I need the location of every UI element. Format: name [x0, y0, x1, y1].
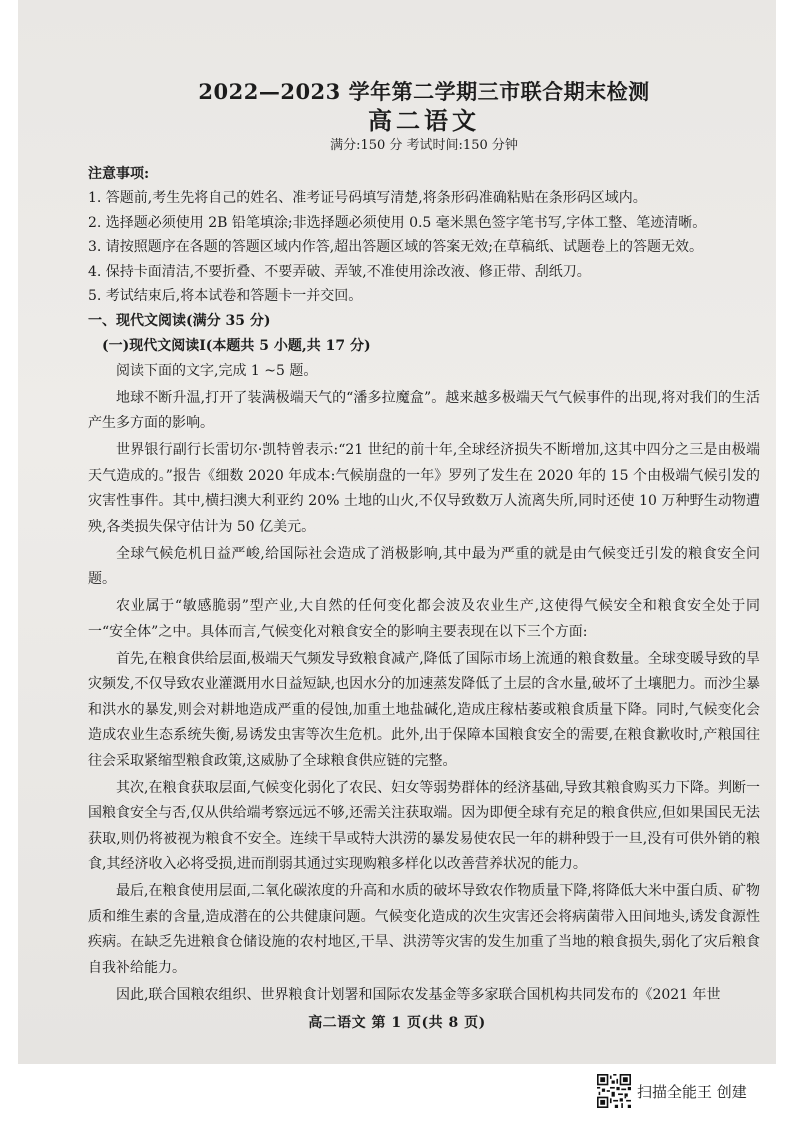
exam-title: 2022—2023 学年第二学期三市联合期末检测	[198, 79, 650, 104]
section-heading: 一、现代文阅读(满分 35 分)	[88, 312, 271, 329]
passage-paragraph: 因此,联合国粮农组织、世界粮食计划署和国际农发基金等多家联合国机构共同发布的《2021 年世	[116, 986, 721, 1003]
page-footer: 高二语文 第 1 页(共 8 页)	[308, 1015, 486, 1031]
passage-paragraph: 全球气候危机日益严峻,给国际社会造成了消极影响,其中最为严重的就是由气候变迁引发的粮食安全问题。	[88, 545, 760, 587]
watermark-text: 扫描全能王 创建	[637, 1082, 747, 1101]
subject-title: 高二语文	[368, 106, 480, 135]
notice-item: 4. 保持卡面清洁,不要折叠、不要弄破、弄皱,不准使用涂改液、修正带、刮纸刀。	[88, 263, 591, 280]
notice-heading: 注意事项:	[88, 166, 150, 182]
notice-item: 3. 请按照题序在各题的答题区域内作答,超出答题区域的答案无效;在草稿纸、试题卷上的答题无效。	[88, 239, 703, 255]
exam-page	[18, 0, 776, 1064]
qr-code-icon	[597, 1074, 631, 1108]
passage-paragraph: 农业属于“敏感脆弱”型产业,大自然的任何变化都会波及农业生产,这使得气候安全和粮食安全处于同一“安全体”之中。具体而言,气候变化对粮食安全的影响主要表现在以下三个方面:	[88, 598, 760, 640]
subsection-heading: (一)现代文阅读Ⅰ(本题共 5 小题,共 17 分)	[102, 337, 371, 354]
notice-item: 5. 考试结束后,将本试卷和答题卡一并交回。	[88, 288, 363, 304]
passage-paragraph: 世界银行副行长雷切尔·凯特曾表示:“21 世纪的前十年,全球经济损失不断增加,这其中四分之三是由极端天气造成的。”报告《细数 2020 年成本:气候崩盘的一年》罗列了发生在 2020 年的 15 个由极端气候引发的灾害性事件。其中,横扫澳大利亚约 20% 土地的山火,不仅导致数万人流离失所,同时还使 10 万种野生动物遭殃,各类损失保守估计为 50 亿美元。	[88, 442, 760, 535]
reading-instruction: 阅读下面的文字,完成 1 ~5 题。	[116, 362, 318, 379]
notice-item: 1. 答题前,考生先将自己的姓名、准考证号码填写清楚,将条形码准确粘贴在条形码区域内。	[88, 190, 647, 206]
notice-item: 2. 选择题必须使用 2B 铅笔填涂;非选择题必须使用 0.5 毫米黑色签字笔书写,字体工整、笔迹清晰。	[88, 214, 707, 231]
passage-paragraph: 地球不断升温,打开了装满极端天气的“潘多拉魔盒”。越来越多极端天气气候事件的出现,将对我们的生活产生多方面的影响。	[88, 389, 760, 431]
score-time: 满分:150 分 考试时间:150 分钟	[330, 138, 518, 153]
passage-paragraph: 最后,在粮食使用层面,二氧化碳浓度的升高和水质的破坏导致农作物质量下降,将降低大米中蛋白质、矿物质和维生素的含量,造成潜在的公共健康问题。气候变化造成的次生灾害还会将病菌带入田间地头,诱发食源性疾病。在缺乏先进粮食仓储设施的农村地区,干旱、洪涝等灾害的发生加重了当地的粮食损失,弱化了灾后粮食自我补给能力。	[88, 883, 760, 976]
passage-paragraph: 其次,在粮食获取层面,气候变化弱化了农民、妇女等弱势群体的经济基础,导致其粮食购买力下降。判断一国粮食安全与否,仅从供给端考察远远不够,还需关注获取端。因为即便全球有充足的粮食供应,但如果国民无法获取,则仍将被视为粮食不安全。连续干旱或特大洪涝的暴发易使农民一年的耕种毁于一旦,没有可供外销的粮食,其经济收入必将受损,进而削弱其通过实现购粮多样化以改善营养状况的能力。	[88, 779, 760, 872]
scanner-watermark	[597, 1074, 747, 1108]
passage-paragraph: 首先,在粮食供给层面,极端天气频发导致粮食减产,降低了国际市场上流通的粮食数量。全球变暖导致的旱灾频发,不仅导致农业灌溉用水日益短缺,也因水分的加速蒸发降低了土层的含水量,破坏了土壤肥力。而沙尘暴和洪水的暴发,则会对耕地造成严重的侵蚀,加重土地盐碱化,造成庄稼枯萎或粮食质量下降。同时,气候变化会造成农业生态系统失衡,易诱发虫害等次生危机。此外,出于保障本国粮食安全的需要,在粮食歉收时,产粮国往往会采取紧缩型粮食政策,这威胁了全球粮食供应链的完整。	[88, 650, 760, 769]
page-content	[88, 78, 760, 1010]
